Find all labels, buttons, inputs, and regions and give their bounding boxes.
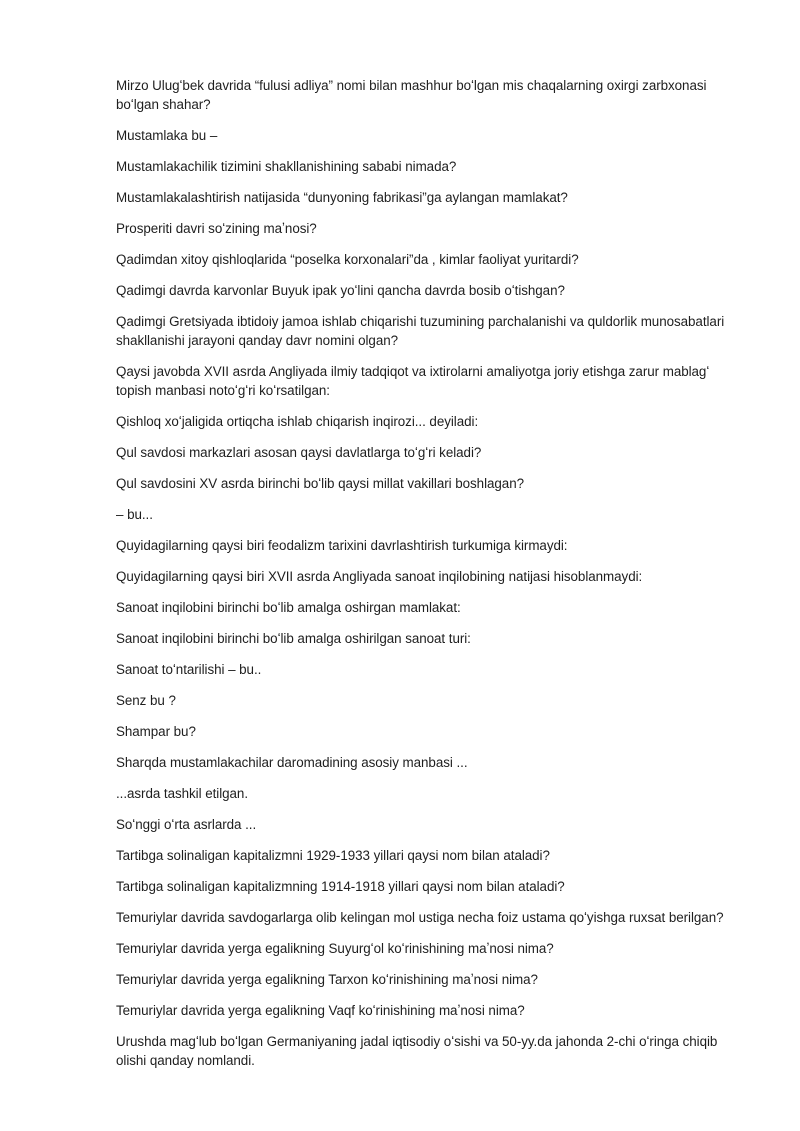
question-paragraph: Quyidagilarning qaysi biri feodalizm tarixini davrlashtirish turkumiga kirmaydi: xyxy=(116,538,568,553)
question-paragraph: Mirzo Ulugʻbek davrida “fulusi adliya” nomi bilan mashhur boʻlgan mis chaqalarning oxirgi zarbxonasi boʻlgan shahar? xyxy=(116,78,707,112)
question-paragraph: Temuriylar davrida yerga egalikning Suyurgʻol koʻrinishining maʼnosi nima? xyxy=(116,941,554,956)
question-paragraph: Sanoat toʻntarilishi – bu.. xyxy=(116,662,262,677)
question-paragraph: Qul savdosi markazlari asosan qaysi davlatlarga toʻgʻri keladi? xyxy=(116,445,482,460)
question-paragraph: Mustamlakachilik tizimini shakllanishining sababi nimada? xyxy=(116,159,457,174)
question-paragraph: Quyidagilarning qaysi biri XVII asrda Angliyada sanoat inqilobining natijasi hisoblanmaydi: xyxy=(116,569,643,584)
question-paragraph: Temuriylar davrida savdogarlarga olib kelingan mol ustiga necha foiz ustama qoʻyishga ruxsat berilgan? xyxy=(116,910,724,925)
question-paragraph: Qaysi javobda XVII asrda Angliyada ilmiy tadqiqot va ixtirolarni amaliyotga joriy etishga zarur mablagʻ topish manbasi notoʻgʻri koʻrsatilgan: xyxy=(116,364,710,398)
question-paragraph: Qishloq xoʻjaligida ortiqcha ishlab chiqarish inqirozi... deyiladi: xyxy=(116,414,479,429)
document-body xyxy=(116,76,744,1082)
question-paragraph: Temuriylar davrida yerga egalikning Tarxon koʻrinishining maʼnosi nima? xyxy=(116,972,538,987)
question-paragraph: Sanoat inqilobini birinchi boʻlib amalga oshirilgan sanoat turi: xyxy=(116,631,471,646)
question-paragraph: Tartibga solinaligan kapitalizmning 1914-1918 yillari qaysi nom bilan ataladi? xyxy=(116,879,565,894)
question-paragraph: ...asrda tashkil etilgan. xyxy=(116,786,248,801)
question-paragraph: Urushda magʻlub boʻlgan Germaniyaning jadal iqtisodiy oʻsishi va 50-yy.da jahonda 2-chi oʻringa chiqib olishi qanday nomlandi. xyxy=(116,1034,718,1068)
question-paragraph: Sanoat inqilobini birinchi boʻlib amalga oshirgan mamlakat: xyxy=(116,600,461,615)
question-paragraph: Qadimgi Gretsiyada ibtidoiy jamoa ishlab chiqarishi tuzumining parchalanishi va quldorlik munosabatlari shakllanishi jarayoni qanday davr nomini olgan? xyxy=(116,314,725,348)
question-paragraph: Mustamlakalashtirish natijasida “dunyoning fabrikasi”ga aylangan mamlakat? xyxy=(116,190,568,205)
question-paragraph: Senz bu ? xyxy=(116,693,176,708)
question-paragraph: Mustamlaka bu – xyxy=(116,128,218,143)
question-paragraph: Temuriylar davrida yerga egalikning Vaqf koʻrinishining maʼnosi nima? xyxy=(116,1003,525,1018)
question-paragraph: Sharqda mustamlakachilar daromadining asosiy manbasi ... xyxy=(116,755,468,770)
question-paragraph: Qadimgi davrda karvonlar Buyuk ipak yoʻlini qancha davrda bosib oʻtishgan? xyxy=(116,283,565,298)
question-paragraph: Shampar bu? xyxy=(116,724,196,739)
question-paragraph: Tartibga solinaligan kapitalizmni 1929-1933 yillari qaysi nom bilan ataladi? xyxy=(116,848,550,863)
question-paragraph: – bu... xyxy=(116,507,153,522)
question-paragraph: Prosperiti davri soʻzining maʼnosi? xyxy=(116,221,317,236)
question-paragraph: Qadimdan xitoy qishloqlarida “poselka korxonalari”da , kimlar faoliyat yuritardi? xyxy=(116,252,579,267)
question-paragraph: Qul savdosini XV asrda birinchi boʻlib qaysi millat vakillari boshlagan? xyxy=(116,476,524,491)
question-paragraph: Soʻnggi oʻrta asrlarda ... xyxy=(116,817,257,832)
